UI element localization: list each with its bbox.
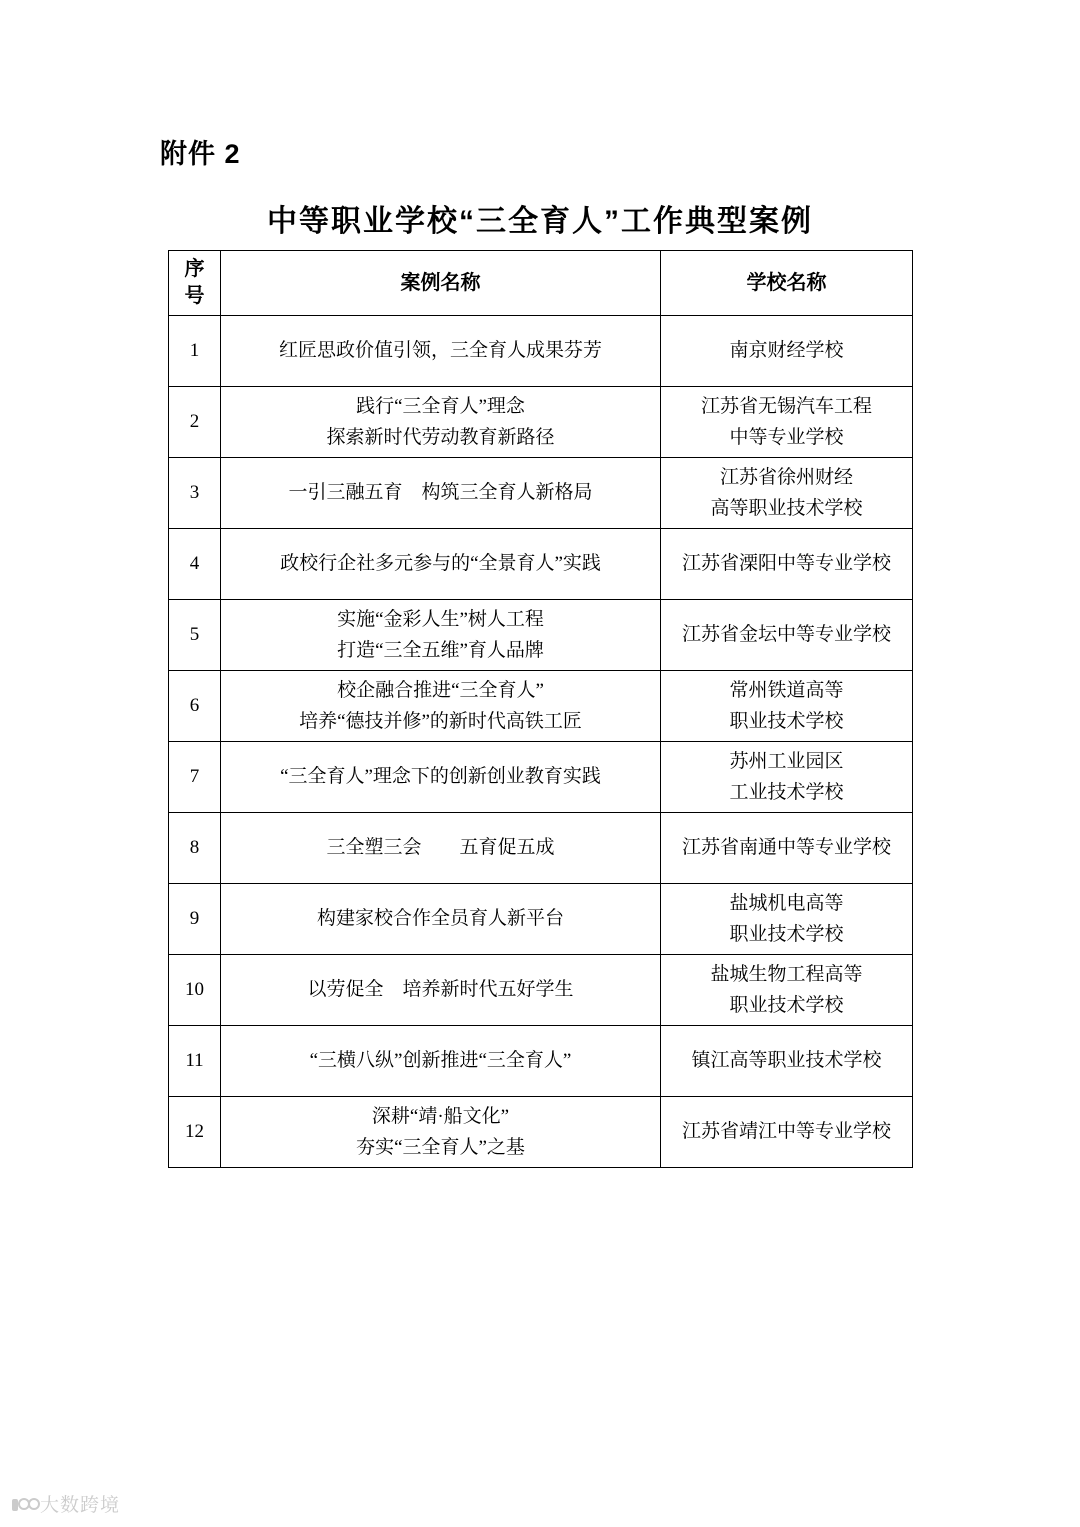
- table-row: [169, 1026, 913, 1097]
- case-name-cell: 三全塑三会 五育促五成: [221, 813, 661, 884]
- table-row: [169, 387, 913, 458]
- table-row: [169, 600, 913, 671]
- table-row: [169, 742, 913, 813]
- table-row: [169, 316, 913, 387]
- table-row: [169, 671, 913, 742]
- cases-table: [168, 250, 913, 1168]
- table-row: [169, 813, 913, 884]
- school-name-cell: 盐城生物工程高等 职业技术学校: [661, 955, 913, 1026]
- school-name-cell: 江苏省金坛中等专业学校: [661, 600, 913, 671]
- row-number-cell: 10: [169, 955, 221, 1026]
- case-name-cell: 深耕“靖·船文化” 夯实“三全育人”之基: [221, 1097, 661, 1168]
- case-name-cell: 校企融合推进“三全育人” 培养“德技并修”的新时代高铁工匠: [221, 671, 661, 742]
- case-name-cell: 实施“金彩人生”树人工程 打造“三全五维”育人品牌: [221, 600, 661, 671]
- row-number-cell: 2: [169, 387, 221, 458]
- table-header-row: [169, 251, 913, 316]
- case-name-cell: 践行“三全育人”理念 探索新时代劳动教育新路径: [221, 387, 661, 458]
- table-row: [169, 955, 913, 1026]
- school-name-cell: 镇江高等职业技术学校: [661, 1026, 913, 1097]
- watermark-logo-icon: [12, 1495, 36, 1513]
- header-serial-number: 序号: [169, 251, 221, 316]
- school-name-cell: 盐城机电高等 职业技术学校: [661, 884, 913, 955]
- school-name-cell: 江苏省无锡汽车工程 中等专业学校: [661, 387, 913, 458]
- header-school-name: 学校名称: [661, 251, 913, 316]
- document-title: 中等职业学校“三全育人”工作典型案例: [267, 205, 813, 238]
- watermark-text: 大数跨境: [40, 1495, 121, 1516]
- school-name-cell: 江苏省靖江中等专业学校: [661, 1097, 913, 1168]
- school-name-cell: 南京财经学校: [661, 316, 913, 387]
- row-number-cell: 11: [169, 1026, 221, 1097]
- case-name-cell: “三横八纵”创新推进“三全育人”: [221, 1026, 661, 1097]
- table-row: [169, 1097, 913, 1168]
- case-name-cell: “三全育人”理念下的创新创业教育实践: [221, 742, 661, 813]
- school-name-cell: 常州铁道高等 职业技术学校: [661, 671, 913, 742]
- case-name-cell: 政校行企社多元参与的“全景育人”实践: [221, 529, 661, 600]
- case-name-cell: 一引三融五育 构筑三全育人新格局: [221, 458, 661, 529]
- attachment-label: 附件 2: [160, 139, 241, 169]
- case-name-cell: 以劳促全 培养新时代五好学生: [221, 955, 661, 1026]
- row-number-cell: 7: [169, 742, 221, 813]
- table-body: [169, 316, 913, 1168]
- table-row: [169, 458, 913, 529]
- row-number-cell: 1: [169, 316, 221, 387]
- header-case-name: 案例名称: [221, 251, 661, 316]
- row-number-cell: 4: [169, 529, 221, 600]
- row-number-cell: 5: [169, 600, 221, 671]
- row-number-cell: 9: [169, 884, 221, 955]
- row-number-cell: 3: [169, 458, 221, 529]
- row-number-cell: 6: [169, 671, 221, 742]
- school-name-cell: 江苏省溧阳中等专业学校: [661, 529, 913, 600]
- table-row: [169, 529, 913, 600]
- case-name-cell: 红匠思政价值引领，三全育人成果芬芳: [221, 316, 661, 387]
- table-row: [169, 884, 913, 955]
- case-name-cell: 构建家校合作全员育人新平台: [221, 884, 661, 955]
- school-name-cell: 江苏省徐州财经 高等职业技术学校: [661, 458, 913, 529]
- school-name-cell: 江苏省南通中等专业学校: [661, 813, 913, 884]
- watermark: [12, 1490, 120, 1517]
- school-name-cell: 苏州工业园区 工业技术学校: [661, 742, 913, 813]
- row-number-cell: 8: [169, 813, 221, 884]
- row-number-cell: 12: [169, 1097, 221, 1168]
